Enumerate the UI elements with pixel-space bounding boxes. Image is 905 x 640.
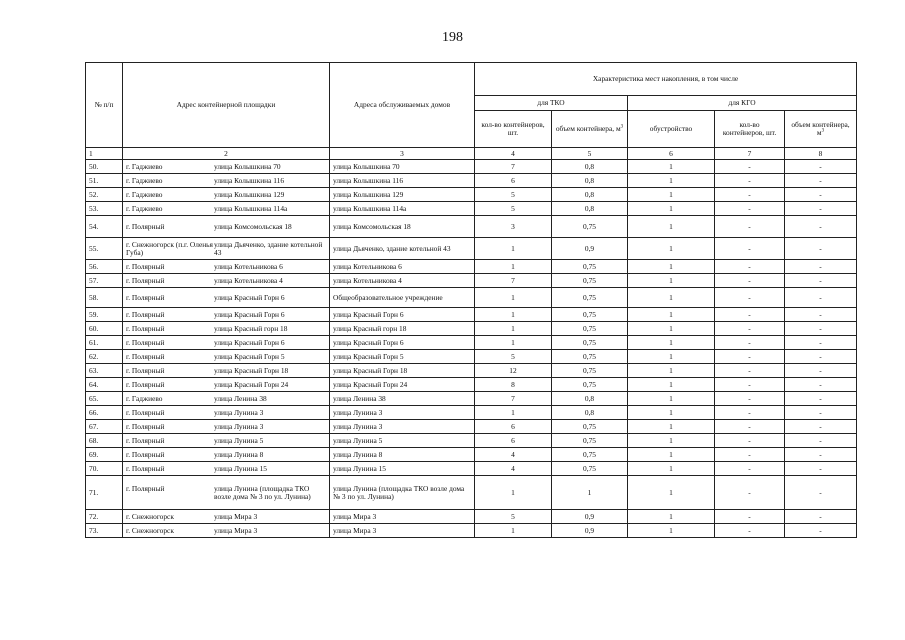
site-city: г. Гаджиево [126, 189, 163, 199]
table-header [86, 63, 857, 148]
site-street: улица Красный Горн 18 [214, 365, 289, 375]
kgo-equipment: 1 [628, 216, 715, 238]
site-street: улица Котельникова 4 [214, 275, 283, 285]
site-city: г. Полярный [126, 483, 165, 493]
kgo-equipment: 1 [628, 364, 715, 378]
site-address [123, 160, 330, 174]
kgo-equipment: 1 [628, 238, 715, 260]
page-number: 198 [442, 30, 463, 45]
kgo-equipment: 1 [628, 378, 715, 392]
table-row [86, 288, 857, 308]
served-houses: улица Колышкина 129 [330, 188, 475, 202]
tko-container-count: 1 [475, 524, 552, 538]
site-street: улица Мира 3 [214, 525, 258, 535]
tko-container-count: 1 [475, 322, 552, 336]
kgo-container-volume: - [785, 288, 857, 308]
table-row [86, 216, 857, 238]
tko-container-volume: 0,75 [552, 322, 628, 336]
site-city: г. Снежногорск [126, 525, 174, 535]
header-tko: для ТКО [475, 96, 628, 111]
row-number: 68. [86, 434, 123, 448]
row-number: 50. [86, 160, 123, 174]
kgo-container-count: - [715, 238, 785, 260]
site-street: улица Лунина 3 [214, 421, 264, 431]
site-street: улица Красный Горн 5 [214, 351, 285, 361]
site-address [123, 336, 330, 350]
tko-container-count: 6 [475, 434, 552, 448]
row-number: 52. [86, 188, 123, 202]
kgo-container-count: - [715, 160, 785, 174]
served-houses: улица Лунина 8 [330, 448, 475, 462]
site-city: г. Полярный [126, 221, 165, 231]
tko-container-volume: 1 [552, 476, 628, 510]
header-tko-count: кол-во контейнеров, шт. [475, 111, 552, 148]
row-number: 73. [86, 524, 123, 538]
tko-container-count: 7 [475, 160, 552, 174]
site-street: улица Лунина 5 [214, 435, 264, 445]
table-row [86, 392, 857, 406]
tko-container-volume: 0,75 [552, 260, 628, 274]
site-city: г. Снежногорск (п.г. Оленья Губа) [126, 239, 213, 257]
tko-container-volume: 0,9 [552, 510, 628, 524]
site-city: г. Полярный [126, 292, 165, 302]
kgo-container-volume: - [785, 174, 857, 188]
row-number: 65. [86, 392, 123, 406]
table-row [86, 406, 857, 420]
table-row [86, 336, 857, 350]
kgo-equipment: 1 [628, 260, 715, 274]
kgo-container-volume: - [785, 524, 857, 538]
kgo-container-count: - [715, 288, 785, 308]
kgo-container-volume: - [785, 462, 857, 476]
tko-container-volume: 0,8 [552, 392, 628, 406]
site-city: г. Полярный [126, 337, 165, 347]
kgo-container-volume: - [785, 308, 857, 322]
kgo-container-count: - [715, 350, 785, 364]
site-street: улица Колышкина 114а [214, 203, 288, 213]
site-address [123, 188, 330, 202]
kgo-equipment: 1 [628, 160, 715, 174]
table-row [86, 322, 857, 336]
row-number: 53. [86, 202, 123, 216]
row-number: 71. [86, 476, 123, 510]
tko-container-count: 12 [475, 364, 552, 378]
site-city: г. Полярный [126, 323, 165, 333]
site-address [123, 510, 330, 524]
kgo-container-count: - [715, 476, 785, 510]
served-houses: улица Котельникова 6 [330, 260, 475, 274]
served-houses: улица Комсомольская 18 [330, 216, 475, 238]
kgo-container-volume: - [785, 448, 857, 462]
served-houses: улица Дьяченко, здание котельной 43 [330, 238, 475, 260]
kgo-equipment: 1 [628, 308, 715, 322]
site-address [123, 392, 330, 406]
site-street: улица Комсомольская 18 [214, 221, 292, 231]
kgo-equipment: 1 [628, 524, 715, 538]
table-row [86, 364, 857, 378]
table-row [86, 350, 857, 364]
kgo-container-volume: - [785, 160, 857, 174]
tko-container-count: 1 [475, 288, 552, 308]
tko-container-count: 4 [475, 448, 552, 462]
site-city: г. Полярный [126, 351, 165, 361]
tko-container-volume: 0,75 [552, 434, 628, 448]
table-row [86, 174, 857, 188]
site-city: г. Снежногорск [126, 511, 174, 521]
kgo-container-volume: - [785, 274, 857, 288]
site-address [123, 420, 330, 434]
column-number: 5 [552, 148, 628, 160]
kgo-container-count: - [715, 274, 785, 288]
tko-container-count: 8 [475, 378, 552, 392]
header-houses: Адреса обслуживаемых домов [330, 63, 475, 148]
tko-container-count: 1 [475, 260, 552, 274]
kgo-container-count: - [715, 336, 785, 350]
kgo-container-volume: - [785, 350, 857, 364]
site-address [123, 524, 330, 538]
tko-container-volume: 0,75 [552, 288, 628, 308]
tko-container-count: 1 [475, 476, 552, 510]
site-street: улица Колышкина 129 [214, 189, 285, 199]
kgo-equipment: 1 [628, 510, 715, 524]
served-houses: улица Красный горн 18 [330, 322, 475, 336]
site-address [123, 476, 330, 510]
site-street: улица Красный Горн 6 [214, 337, 285, 347]
header-tko-volume: объем контейнера, $м^3$ [552, 111, 628, 148]
row-number: 72. [86, 510, 123, 524]
site-city: г. Полярный [126, 449, 165, 459]
site-address [123, 406, 330, 420]
row-number: 51. [86, 174, 123, 188]
table-row [86, 378, 857, 392]
tko-container-volume: 0,75 [552, 462, 628, 476]
kgo-container-count: - [715, 260, 785, 274]
table-row [86, 476, 857, 510]
kgo-container-volume: - [785, 202, 857, 216]
row-number: 57. [86, 274, 123, 288]
kgo-container-volume: - [785, 392, 857, 406]
row-number: 67. [86, 420, 123, 434]
site-street: улица Дьяченко, здание котельной 43 [214, 239, 323, 257]
kgo-equipment: 1 [628, 462, 715, 476]
site-street: улица Красный Горн 6 [214, 292, 285, 302]
tko-container-volume: 0,75 [552, 274, 628, 288]
column-number-row [86, 148, 857, 160]
site-street: улица Колышкина 70 [214, 161, 281, 171]
tko-container-count: 1 [475, 336, 552, 350]
site-address [123, 288, 330, 308]
table-row [86, 238, 857, 260]
tko-container-count: 5 [475, 350, 552, 364]
kgo-equipment: 1 [628, 350, 715, 364]
tko-container-volume: 0,8 [552, 174, 628, 188]
kgo-container-volume: - [785, 364, 857, 378]
site-city: г. Полярный [126, 275, 165, 285]
column-number: 4 [475, 148, 552, 160]
kgo-container-count: - [715, 216, 785, 238]
column-number: 2 [123, 148, 330, 160]
row-number: 56. [86, 260, 123, 274]
header-kgo: для КГО [628, 96, 857, 111]
kgo-container-volume: - [785, 406, 857, 420]
column-number: 8 [785, 148, 857, 160]
table-row [86, 188, 857, 202]
site-city: г. Гаджиево [126, 175, 163, 185]
kgo-container-count: - [715, 420, 785, 434]
site-city: г. Гаджиево [126, 161, 163, 171]
site-city: г. Полярный [126, 309, 165, 319]
site-address [123, 216, 330, 238]
site-city: г. Полярный [126, 261, 165, 271]
table-row [86, 510, 857, 524]
tko-container-count: 7 [475, 274, 552, 288]
row-number: 54. [86, 216, 123, 238]
table-row [86, 308, 857, 322]
tko-container-volume: 0,8 [552, 160, 628, 174]
kgo-container-count: - [715, 364, 785, 378]
kgo-container-count: - [715, 188, 785, 202]
column-number: 1 [86, 148, 123, 160]
site-street: улица Красный Горн 6 [214, 309, 285, 319]
site-address [123, 174, 330, 188]
site-street: улица Лунина 8 [214, 449, 264, 459]
kgo-container-volume: - [785, 378, 857, 392]
tko-container-volume: 0,8 [552, 202, 628, 216]
row-number: 58. [86, 288, 123, 308]
served-houses: улица Колышкина 116 [330, 174, 475, 188]
site-street: улица Красный Горн 24 [214, 379, 289, 389]
table-row [86, 160, 857, 174]
tko-container-volume: 0,75 [552, 308, 628, 322]
served-houses: улица Лунина 15 [330, 462, 475, 476]
site-city: г. Полярный [126, 463, 165, 473]
header-kgo-volume: объем контейнера, $м^3$ [785, 111, 857, 148]
row-number: 59. [86, 308, 123, 322]
tko-container-volume: 0,8 [552, 406, 628, 420]
site-street: улица Лунина 3 [214, 407, 264, 417]
served-houses: улица Красный Горн 18 [330, 364, 475, 378]
site-city: г. Полярный [126, 365, 165, 375]
kgo-container-count: - [715, 392, 785, 406]
site-street: улица Лунина 15 [214, 463, 268, 473]
kgo-container-count: - [715, 462, 785, 476]
site-city: г. Полярный [126, 421, 165, 431]
table-row [86, 260, 857, 274]
tko-container-count: 1 [475, 308, 552, 322]
tko-container-volume: 0,75 [552, 420, 628, 434]
kgo-equipment: 1 [628, 288, 715, 308]
kgo-equipment: 1 [628, 188, 715, 202]
tko-container-count: 4 [475, 462, 552, 476]
served-houses: улица Лунина 3 [330, 420, 475, 434]
tko-container-count: 3 [475, 216, 552, 238]
kgo-container-count: - [715, 406, 785, 420]
kgo-container-count: - [715, 448, 785, 462]
site-address [123, 434, 330, 448]
header-kgo-equipment: обустройство [628, 111, 715, 148]
kgo-container-volume: - [785, 476, 857, 510]
kgo-container-volume: - [785, 420, 857, 434]
kgo-equipment: 1 [628, 406, 715, 420]
table-row [86, 274, 857, 288]
site-street: улица Колышкина 116 [214, 175, 285, 185]
site-street: улица Ленина 38 [214, 393, 267, 403]
kgo-container-volume: - [785, 336, 857, 350]
site-address [123, 322, 330, 336]
tko-container-volume: 0,75 [552, 216, 628, 238]
tko-container-count: 5 [475, 202, 552, 216]
kgo-container-volume: - [785, 260, 857, 274]
header-num: № п/п [86, 63, 123, 148]
served-houses: улица Ленина 38 [330, 392, 475, 406]
served-houses: улица Лунина 5 [330, 434, 475, 448]
kgo-equipment: 1 [628, 336, 715, 350]
kgo-container-count: - [715, 510, 785, 524]
tko-container-volume: 0,9 [552, 524, 628, 538]
served-houses: улица Красный Горн 24 [330, 378, 475, 392]
site-address [123, 308, 330, 322]
tko-container-count: 1 [475, 406, 552, 420]
column-number: 6 [628, 148, 715, 160]
kgo-container-count: - [715, 434, 785, 448]
kgo-equipment: 1 [628, 434, 715, 448]
row-number: 64. [86, 378, 123, 392]
kgo-equipment: 1 [628, 392, 715, 406]
served-houses: улица Лунина (площадка ТКО возле дома № 3 по ул. Лунина) [330, 476, 475, 510]
site-street: улица Красный горн 18 [214, 323, 288, 333]
tko-container-volume: 0,8 [552, 188, 628, 202]
site-address [123, 202, 330, 216]
kgo-container-volume: - [785, 188, 857, 202]
tko-container-count: 5 [475, 510, 552, 524]
kgo-container-volume: - [785, 216, 857, 238]
row-number: 63. [86, 364, 123, 378]
kgo-container-volume: - [785, 238, 857, 260]
table-body [86, 148, 857, 538]
row-number: 69. [86, 448, 123, 462]
table-row [86, 462, 857, 476]
tko-container-volume: 0,75 [552, 448, 628, 462]
site-address [123, 364, 330, 378]
container-sites-table [85, 62, 857, 538]
kgo-equipment: 1 [628, 476, 715, 510]
site-address [123, 462, 330, 476]
kgo-container-count: - [715, 174, 785, 188]
header-kgo-count: кол-во контейнеров, шт. [715, 111, 785, 148]
kgo-equipment: 1 [628, 322, 715, 336]
served-houses: улица Мира 3 [330, 524, 475, 538]
kgo-container-volume: - [785, 322, 857, 336]
served-houses: улица Лунина 3 [330, 406, 475, 420]
site-street: улица Котельникова 6 [214, 261, 283, 271]
kgo-equipment: 1 [628, 420, 715, 434]
row-number: 60. [86, 322, 123, 336]
tko-container-volume: 0,75 [552, 350, 628, 364]
kgo-container-volume: - [785, 434, 857, 448]
kgo-container-count: - [715, 378, 785, 392]
tko-container-count: 5 [475, 188, 552, 202]
table-row [86, 202, 857, 216]
table-row [86, 420, 857, 434]
kgo-equipment: 1 [628, 202, 715, 216]
tko-container-count: 6 [475, 420, 552, 434]
tko-container-count: 6 [475, 174, 552, 188]
tko-container-count: 7 [475, 392, 552, 406]
tko-container-count: 1 [475, 238, 552, 260]
kgo-container-count: - [715, 524, 785, 538]
table-row [86, 448, 857, 462]
kgo-equipment: 1 [628, 274, 715, 288]
tko-container-volume: 0,75 [552, 364, 628, 378]
site-city: г. Гаджиево [126, 393, 163, 403]
served-houses: улица Красный Горн 5 [330, 350, 475, 364]
row-number: 62. [86, 350, 123, 364]
site-street: улица Мира 3 [214, 511, 258, 521]
kgo-equipment: 1 [628, 448, 715, 462]
site-street: улица Лунина (площадка ТКО возле дома № 3 по ул. Лунина) [214, 483, 311, 501]
served-houses: улица Котельникова 4 [330, 274, 475, 288]
site-address [123, 448, 330, 462]
served-houses: Общеобразовательное учреждение [330, 288, 475, 308]
served-houses: улица Красный Горн 6 [330, 308, 475, 322]
site-city: г. Полярный [126, 435, 165, 445]
tko-container-volume: 0,75 [552, 378, 628, 392]
row-number: 55. [86, 238, 123, 260]
site-city: г. Полярный [126, 407, 165, 417]
site-city: г. Гаджиево [126, 203, 163, 213]
column-number: 7 [715, 148, 785, 160]
site-address [123, 238, 330, 260]
kgo-container-count: - [715, 308, 785, 322]
tko-container-volume: 0,75 [552, 336, 628, 350]
row-number: 70. [86, 462, 123, 476]
site-address [123, 274, 330, 288]
kgo-container-volume: - [785, 510, 857, 524]
kgo-container-count: - [715, 322, 785, 336]
served-houses: улица Красный Горн 6 [330, 336, 475, 350]
site-address [123, 378, 330, 392]
row-number: 61. [86, 336, 123, 350]
kgo-equipment: 1 [628, 174, 715, 188]
column-number: 3 [330, 148, 475, 160]
kgo-container-count: - [715, 202, 785, 216]
served-houses: улица Колышкина 114а [330, 202, 475, 216]
site-address [123, 350, 330, 364]
served-houses: улица Колышкина 70 [330, 160, 475, 174]
tko-container-volume: 0,9 [552, 238, 628, 260]
header-address: Адрес контейнерной площадки [123, 63, 330, 148]
site-city: г. Полярный [126, 379, 165, 389]
row-number: 66. [86, 406, 123, 420]
header-characteristic: Характеристика мест накопления, в том числе [475, 63, 857, 96]
site-address [123, 260, 330, 274]
table-row [86, 524, 857, 538]
served-houses: улица Мира 3 [330, 510, 475, 524]
table-row [86, 434, 857, 448]
